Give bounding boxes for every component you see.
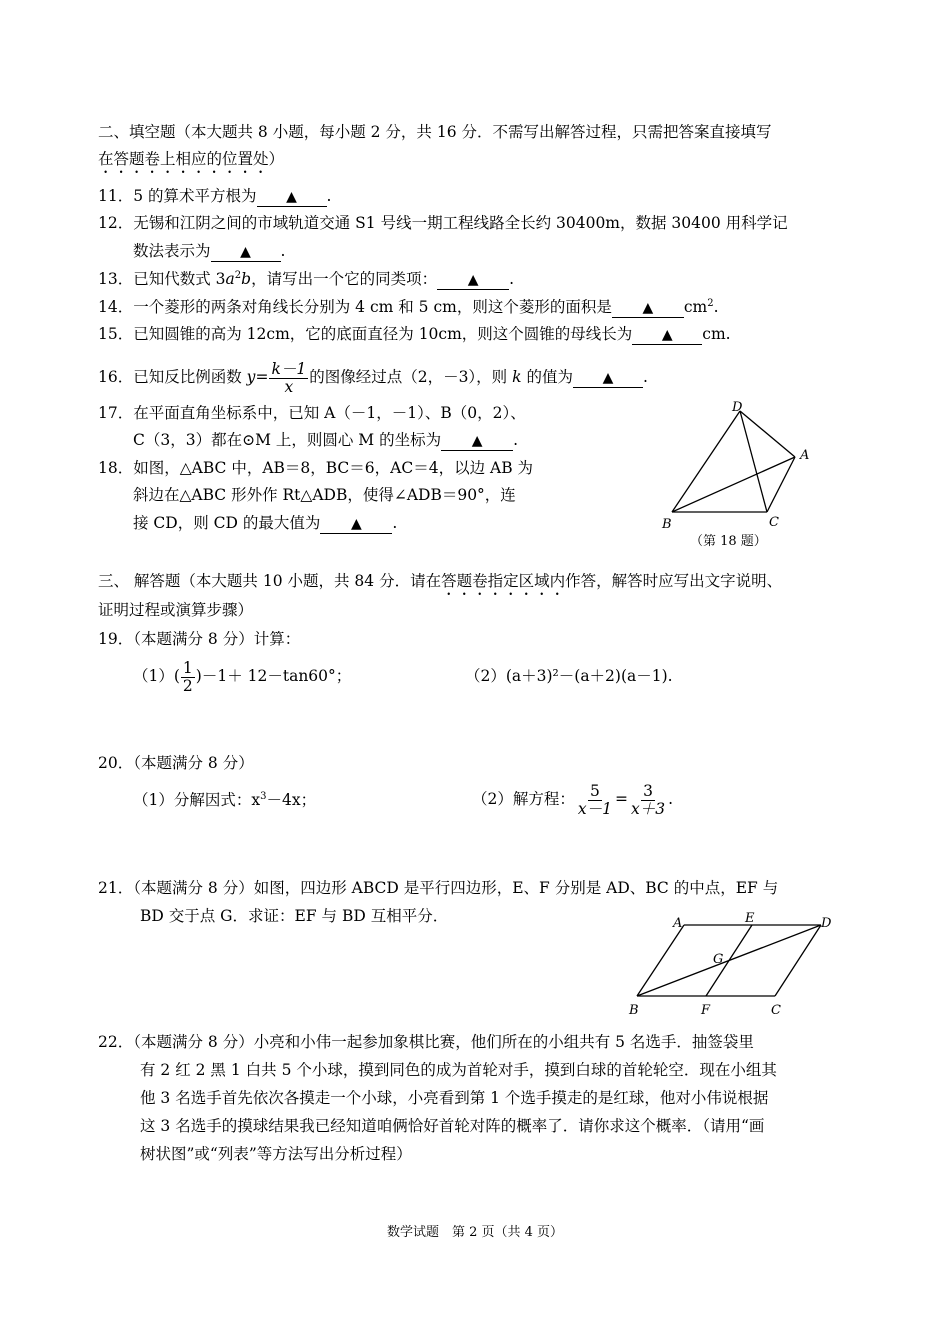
section2-heading: 二、填空题（本大题共 8 小题，每小题 2 分，共 16 分．不需写出解答过程，只需把答案直接填写 [98,123,772,141]
figure-18-triangle [650,395,820,530]
section3-heading: 三、 解答题（本大题共 10 小题，共 84 分．请在答题卷指定区域内作答，解答时应写出文字说明、 [98,572,783,590]
segment-ca [767,457,795,512]
label-f: F [701,1003,711,1018]
answer-blank: ▲ [612,298,684,318]
label-a: A [800,448,810,463]
segment-dc [775,925,821,996]
question-17-cont: C（3，3）都在⊙M 上，则圆心 M 的坐标为 ▲ . [133,431,519,449]
fraction-right: $\frac{3}{x+3}$ [630,781,666,818]
question-14: 14．一个菱形的两条对角线长分别为 4 cm 和 5 cm，则这个菱形的面积是 ▲ $cm^2$. [98,297,719,316]
question-18: 18．如图，△ABC 中，AB＝8，BC＝6，AC＝4，以边 AB 为 [98,459,534,477]
question-13: 13．已知代数式 $3a^2b$，请写出一个它的同类项： ▲ . [98,269,515,288]
fraction-left: $\frac{5}{x-1}$ [577,781,612,818]
question-12: 12．无锡和江阴之间的市域轨道交通 S1 号线一期工程线路全长约 30400m，数据 30400 用科学记 [98,214,788,232]
question-17: 17．在平面直角坐标系中，已知 A（－1，－1）、B（0，2）、 [98,404,526,422]
answer-blank: ▲ [437,270,509,290]
question-21-cont: BD 交于点 G．求证：EF 与 BD 互相平分． [140,907,449,925]
answer-blank: ▲ [211,242,281,262]
answer-blank: ▲ [320,514,392,534]
figure-18-caption: （第 18 题） [690,534,767,549]
question-18-cont: 斜边在△ABC 形外作 Rt△ADB，使得∠ADB＝90°，连 [133,486,516,504]
figure-21-parallelogram [625,905,840,1020]
question-12-cont: 数法表示为 ▲ . [133,242,286,260]
section2-heading-cont: 在答题卷上相应的位置处） [98,150,285,168]
label-b: B [629,1003,639,1018]
question-22-line3: 他 3 名选手首先依次各摸走一个小球，小亮看到第 1 个选手摸走的是红球，他对小伟说根据 [140,1089,769,1107]
answer-blank: ▲ [441,431,513,451]
label-d: D [732,400,743,415]
label-a: A [673,916,683,931]
label-c: C [771,1003,781,1018]
question-22-line4: 这 3 名选手的摸球结果我已经知道咱俩恰好首轮对阵的概率了．请你求这个概率．（请用“画 [140,1117,765,1135]
question-20-part2: （2）解方程： $\frac{5}{x-1}$ = $\frac{3}{x+3}$ . [472,781,674,818]
label-g: G [713,952,724,967]
segment-ab [637,925,684,996]
label-c: C [769,515,779,530]
section3-heading-cont: 证明过程或演算步骤） [98,601,254,619]
page-footer: 数学试题 第 2 页（共 4 页） [386,1225,564,1240]
label-e: E [745,911,755,926]
answer-blank: ▲ [632,325,702,345]
question-15: 15．已知圆锥的高为 12cm，它的底面直径为 10cm，则这个圆锥的母线长为 ▲ cm. [98,325,731,343]
question-19: 19．（本题满分 8 分）计算： [98,630,301,648]
question-18-cont2: 接 CD，则 CD 的最大值为 ▲ . [133,514,398,532]
fraction-one-half: $\frac{1}{2}$ [182,658,193,695]
answer-blank: ▲ [573,368,643,388]
question-20-part1: （1）分解因式：$x^3-4x$； [133,790,317,809]
question-20: 20．（本题满分 8 分） [98,754,254,772]
fraction: $\frac{k-1}{x}$ [271,359,307,396]
question-11: 11．5 的算术平方根为 ▲ . [98,187,332,205]
segment-dc [740,411,767,512]
question-21: 21．（本题满分 8 分）如图，四边形 ABCD 是平行四边形，E、F 分别是 AD、BC 的中点，EF 与 [98,879,779,897]
question-16: 16．已知反比例函数 y= $\frac{k-1}{x}$ 的图像经过点（2，－3），则 k 的值为 ▲ . [98,359,648,396]
label-d: D [821,916,832,931]
label-b: B [662,517,672,530]
question-22: 22．（本题满分 8 分）小亮和小伟一起参加象棋比赛，他们所在的小组共有 5 名选手．抽签袋里 [98,1033,754,1051]
question-19-part1: （1）( $\frac{1}{2}$ )－1＋ 12－tan60°； [133,658,352,695]
question-19-part2: （2）(a＋3)²－(a＋2)(a－1). [465,667,673,685]
question-22-line2: 有 2 红 2 黑 1 白共 5 个小球，摸到同色的成为首轮对手，摸到白球的首轮轮空．现在小组其 [140,1061,777,1079]
question-22-line5: 树状图”或“列表”等方法写出分析过程） [140,1145,412,1163]
segment-da [740,411,795,457]
answer-blank: ▲ [257,187,327,207]
